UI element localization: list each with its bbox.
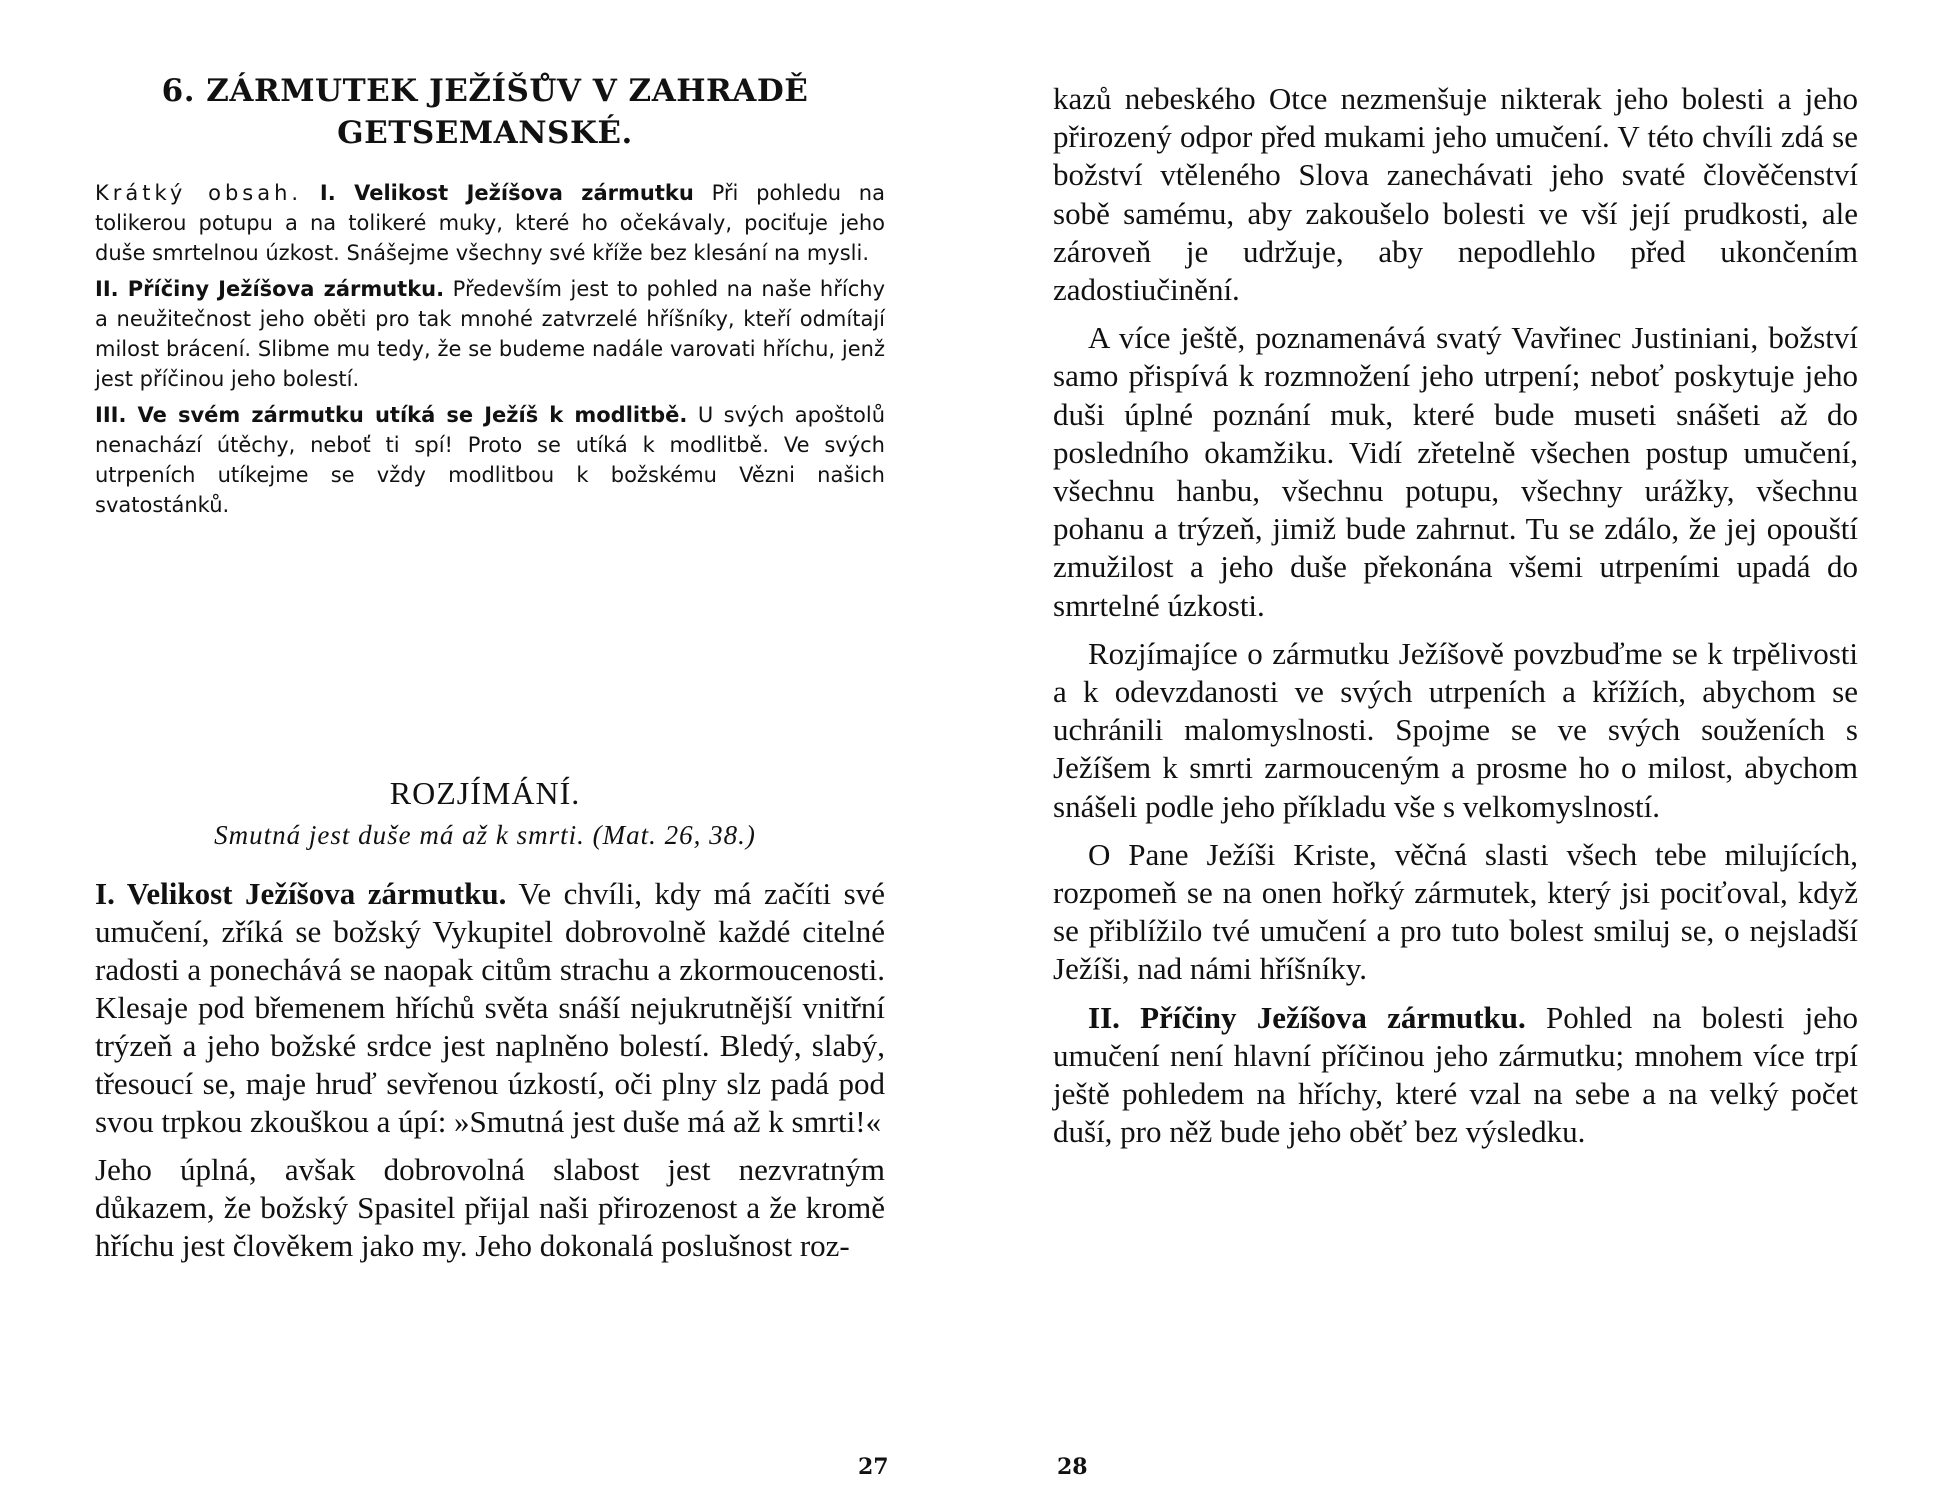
left-body-paragraph-1 — [95, 875, 885, 1141]
chapter-title-line2: GETSEMANSKÉ. — [337, 115, 633, 151]
summary-p3-heading: III. Ve svém zármutku utíká se Ježíš k modlitbě. — [95, 403, 688, 427]
right-body-paragraph-3: Rozjímajíce o zármutku Ježíšově povzbuďme se k trpělivosti a k odevzdanosti ve svých utrpeních a křížích, abychom se uchránili malomyslnosti. Spojme se ve svých souženích s Ježíšem k smrti zarmouceným a prosme ho o milost, abychom snášeli podle jeho příkladu vše s velkomyslností. — [1053, 635, 1858, 824]
left-body-paragraph-2: Jeho úplná, avšak dobrovolná slabost jest nezvratným důkazem, že božský Spasitel přijal naši přirozenost a že kromě hříchu jest člověkem jako my. Jeho dokonalá poslušnost roz- — [95, 1152, 885, 1263]
summary-p2-text: Především jest to pohled na naše hříchy a neužitečnost jeho oběti pro tak mnohé zatvrzelé hříšníky, kteří odmítají milost brácení. Slibme mu tedy, že se budeme nadále varovati hříchu, jenž jest příčinou jeho bolestí. — [95, 277, 885, 391]
right-body-paragraph-4: O Pane Ježíši Kriste, věčná slasti všech tebe milujících, rozpomeň se na onen hořký zármutek, který jsi pociťoval, když se přiblížilo tvé umučení a pro tuto bolest smiluj se, o nejsladší Ježíši, nad námi hříšníky. — [1053, 836, 1858, 987]
summary-paragraph-2 — [95, 274, 885, 394]
right-body-paragraph-2: A více ještě, poznamenává svatý Vavřinec Justiniani, božství samo přispívá k rozmnožení jeho utrpení; neboť poskytuje jeho duši úplné poznání muk, které bude museti snášeti až do posledního okamžiku. Vidí zřetelně všechen postup umučení, všechnu hanbu, všechnu potupu, všechny urážky, všechnu pohanu a trýzeň, jimiž bude zahrnut. Tu se zdálo, že jej opouští zmužilost a jeho duše překonána všemi utrpeními upadá do smrtelné úzkosti. — [1053, 320, 1858, 623]
left-body-p1-text: Ve chvíli, kdy má začíti své umučení, zříká se božský Vykupitel dobrovolně každé citelné radosti a ponechává se naopak citům strachu a zkormoucenosti. Klesaje pod břemenem hříchů světa snáší nejukrutnější vnitřní trýzeň a jeho božské srdce jest naplněno bolestí. Bledý, slabý, třesoucí se, maje hruď sevřenou úzkostí, oči plny slz padá pod svou trpkou zkouškou a úpí: »Smutná jest duše má až k smrti!« — [95, 876, 885, 1139]
page-number-right: 28 — [1057, 1454, 1088, 1480]
right-body-p5-heading: II. Příčiny Ježíšova zármutku. — [1088, 999, 1526, 1035]
right-body-paragraph-1: kazů nebeského Otce nezmenšuje nikterak jeho bolesti a jeho přirozený odpor před mukami jeho umučení. V této chvíli zdá se božství vtěleného Slova zanechávati jeho svaté člověčenství sobě samému, aby zakoušelo bolesti ve vší její prudkosti, ale zároveň je udržuje, aby nepodlehlo před ukončením zadostiučinění. — [1053, 81, 1858, 308]
summary-p1-text: Při pohledu na tolikerou potupu a na tolikeré muky, které ho očekávaly, pociťuje jeho duše smrtelnou úzkost. Snášejme všechny své kříže bez klesání na mysli. — [95, 181, 885, 265]
scripture-motto: Smutná jest duše má až k smrti. (Mat. 26, 38.) — [214, 820, 756, 850]
section-heading: ROZJÍMÁNÍ. — [389, 775, 581, 811]
summary-paragraph-1 — [95, 178, 885, 268]
summary-p3-text: U svých apoštolů nenachází útěchy, neboť ti spí! Proto se utíká k modlitbě. Ve svých utrpeních utíkejme se vždy modlitbou k božskému Vězni našich svatostánků. — [95, 403, 886, 517]
chapter-title — [95, 70, 875, 154]
summary-p1-heading: I. Velikost Ježíšova zármutku — [319, 181, 694, 205]
page-number-left: 27 — [858, 1454, 889, 1480]
right-page — [973, 0, 1946, 1500]
chapter-summary — [95, 178, 885, 526]
chapter-title-line1: 6. ZÁRMUTEK JEŽÍŠŮV V ZAHRADĚ — [161, 73, 809, 109]
right-body-text — [1053, 80, 1858, 1161]
summary-p2-heading: II. Příčiny Ježíšova zármutku. — [95, 277, 445, 301]
summary-paragraph-3 — [95, 400, 885, 520]
right-body-paragraph-5 — [1053, 999, 1858, 1152]
right-body-p5-text: Pohled na bolesti jeho umučení není hlavní příčinou jeho zármutku; mnohem více trpí ještě pohledem na hříchy, které vzal na sebe a na velký počet duší, pro něž bude jeho oběť bez výsledku. — [1053, 999, 1859, 1150]
summary-lead: Krátký obsah. — [95, 181, 303, 205]
left-body-text — [95, 875, 885, 1275]
left-body-p1-heading: I. Velikost Ježíšova zármutku. — [95, 876, 507, 911]
